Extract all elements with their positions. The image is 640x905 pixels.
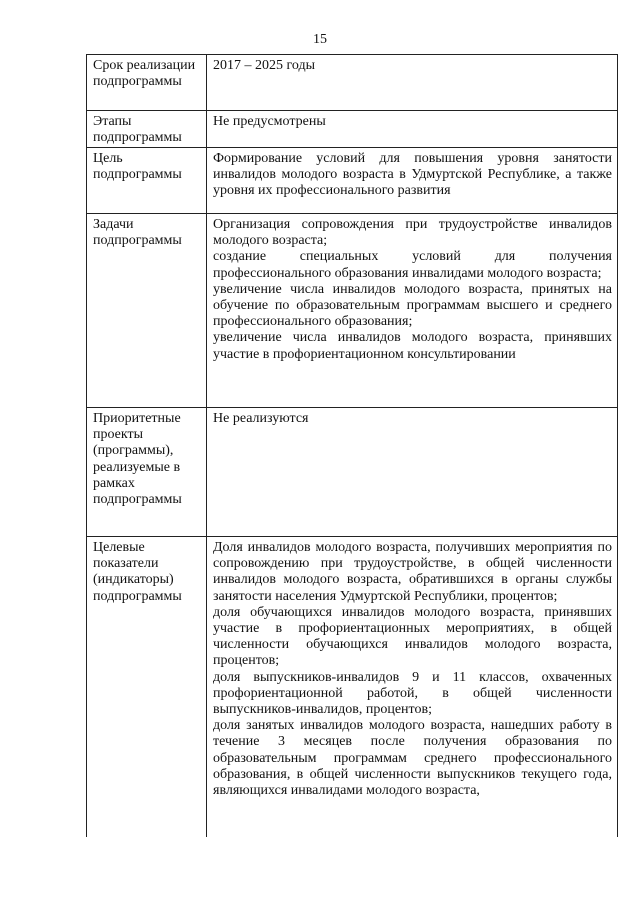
row-label-goal: Цель подпрограммы <box>87 148 207 214</box>
value-paragraph: доля занятых инвалидов молодого возраста, нашедших работу в течение 3 месяцев после получения образования по образовательным программам среднего профессионального образования, в общей численности выпускников текущего года, являющихся инвалидами молодого возраста, <box>213 718 612 799</box>
row-label-term: Срок реализации подпрограммы <box>87 55 207 111</box>
value-paragraph: Доля инвалидов молодого возраста, получивших мероприятия по сопровождению при трудоустройстве, в общей численности инвалидов молодого возраста, обратившихся в органы службы занятости населения Удмуртской Республики, процентов; <box>213 540 612 604</box>
row-value-priority-projects <box>207 408 618 537</box>
row-value-stages <box>207 111 618 148</box>
value-paragraph: увеличение числа инвалидов молодого возраста, принятых на обучение по образовательным программам высшего и среднего профессионального образования; <box>213 281 612 330</box>
value-paragraph: создание специальных условий для получения профессионального образования инвалидами молодого возраста; <box>213 249 612 281</box>
row-value-term <box>207 55 618 111</box>
value-paragraph: Не реализуются <box>213 411 309 426</box>
value-paragraph: доля обучающихся инвалидов молодого возраста, принявших участие в профориентационных мероприятиях, в общей численности обучающихся инвалидов молодого возраста, процентов; <box>213 604 612 669</box>
value-paragraph: Формирование условий для повышения уровня занятости инвалидов молодого возраста в Удмуртской Республике, а также уровня их профессионального развития <box>213 151 612 199</box>
value-paragraph: 2017 – 2025 годы <box>213 58 316 73</box>
row-label-tasks: Задачи подпрограммы <box>87 214 207 408</box>
value-paragraph: Не предусмотрены <box>213 114 326 129</box>
row-label-priority-projects: Приоритетные проекты (программы), реализуемые в рамках подпрограммы <box>87 408 207 537</box>
value-paragraph: увеличение числа инвалидов молодого возраста, принявших участие в профориентационном консультировании <box>213 330 612 362</box>
value-paragraph: доля выпускников-инвалидов 9 и 11 классов, охваченных профориентационной работой, в общей численности выпускников-инвалидов, процентов; <box>213 669 612 718</box>
page-number: 15 <box>313 32 327 47</box>
page-bottom-margin <box>0 843 640 905</box>
row-value-target-indicators <box>207 537 618 837</box>
value-paragraph: Организация сопровождения при трудоустройстве инвалидов молодого возраста; <box>213 217 612 249</box>
row-label-target-indicators: Целевые показатели (индикаторы) подпрограммы <box>87 537 207 837</box>
row-value-goal <box>207 148 618 214</box>
table-row-target-indicators <box>87 537 618 837</box>
table-row-goal <box>87 148 618 214</box>
row-value-tasks <box>207 214 618 408</box>
subprogram-passport-table <box>86 54 618 837</box>
table-row-tasks <box>87 214 618 408</box>
table-row-priority-projects <box>87 408 618 537</box>
row-label-stages: Этапы подпрограммы <box>87 111 207 148</box>
table-row-stages <box>87 111 618 148</box>
table-row-term <box>87 55 618 111</box>
